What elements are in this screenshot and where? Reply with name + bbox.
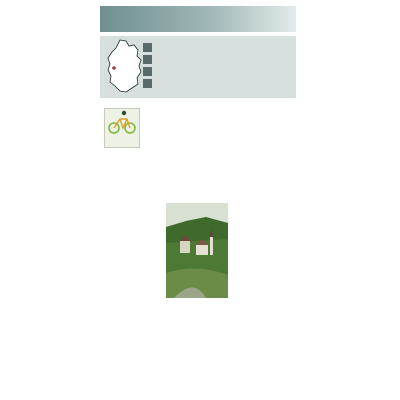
- stat-route-code: [143, 54, 155, 64]
- stat-distance: [143, 42, 155, 52]
- distance-icon: [143, 43, 152, 52]
- germany-map: [104, 38, 144, 94]
- cyclist-icon: [105, 109, 139, 135]
- region-marker: [112, 66, 116, 70]
- logo: [104, 108, 140, 148]
- stat-end: [143, 66, 155, 76]
- landscape-photo: [166, 203, 228, 298]
- end-icon: [143, 67, 152, 76]
- elevation-profile: [166, 300, 294, 372]
- title-bar: [100, 6, 296, 32]
- start-icon: [143, 79, 152, 88]
- stat-start: [143, 78, 155, 88]
- route-icon: [143, 55, 152, 64]
